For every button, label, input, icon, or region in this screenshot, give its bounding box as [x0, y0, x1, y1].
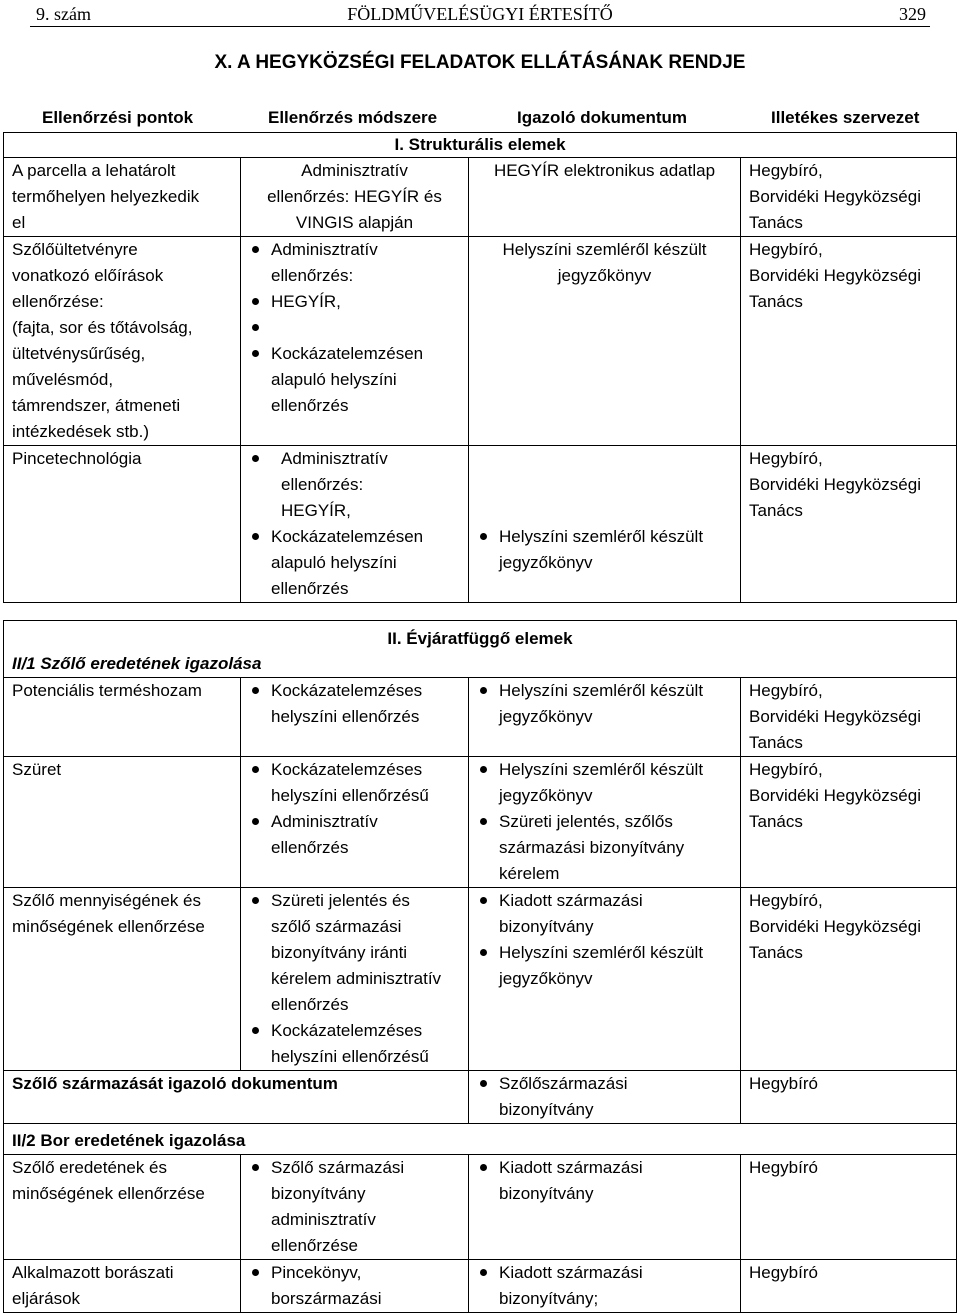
method-cell [241, 1155, 469, 1260]
organization-cell: Hegybíró, Borvidéki Hegyközségi Tanács [741, 678, 957, 757]
check-point-cell: Potenciális terméshozam [4, 678, 241, 757]
check-point-cell: Szőlőültetvényre vonatkozó előírások ellenőrzése: (fajta, sor és tőtávolság, ültetvénysűrűség, művelésmód, támrendszer, átmeneti intézkedések stb.) [4, 237, 241, 446]
organization-cell: Hegybíró, Borvidéki Hegyközségi Tanács [741, 888, 957, 1071]
method-cell [241, 678, 469, 757]
section-title: I. Strukturális elemek [4, 133, 957, 158]
method-list [249, 446, 460, 602]
organization-cell: Hegybíró, Borvidéki Hegyközségi Tanács [741, 446, 957, 603]
vintage-elements-table [3, 620, 957, 1313]
organization-cell: Hegybíró [741, 1155, 957, 1260]
check-point-cell: Szüret [4, 757, 241, 888]
check-point-cell: Alkalmazott borászati eljárások [4, 1260, 241, 1313]
check-point-cell: Szőlő eredetének és minőségének ellenőrzése [4, 1155, 241, 1260]
table-row [4, 1260, 957, 1313]
document-cell [469, 446, 741, 603]
list-item: Kockázatelemzéses helyszíni ellenőrzésű [249, 757, 460, 809]
document-cell [469, 1155, 741, 1260]
column-header-method: Ellenőrzés módszere [268, 108, 438, 127]
list-item: Kockázatelemzéses helyszíni ellenőrzés [249, 678, 460, 730]
list-item: Szüreti jelentés és szőlő származási bizonyítvány iránti kérelem adminisztratív ellenőrzés [249, 888, 460, 1018]
document-cell [469, 1071, 741, 1124]
method-list [249, 237, 460, 419]
list-item: Adminisztratív ellenőrzés: HEGYÍR, [249, 446, 460, 524]
list-item: HEGYÍR, [249, 289, 460, 315]
structural-elements-table [3, 132, 957, 603]
list-item: Kiadott származási bizonyítvány; [477, 1260, 732, 1312]
table-row [4, 446, 957, 603]
spacer [249, 315, 460, 341]
list-item: Kockázatelemzéses helyszíni ellenőrzésű [249, 1018, 460, 1070]
list-item: Szüreti jelentés, szőlős származási bizonyítvány kérelem [477, 809, 732, 887]
column-header-document: Igazoló dokumentum [517, 108, 687, 127]
column-header-points: Ellenőrzési pontok [42, 108, 194, 127]
list-item: Kockázatelemzésen alapuló helyszíni ellenőrzés [249, 341, 460, 419]
document-cell [469, 678, 741, 757]
list-item: Kiadott származási bizonyítvány [477, 888, 732, 940]
subsection-title: II/1 Szőlő eredetének igazolása [4, 651, 957, 678]
running-head [30, 4, 930, 27]
document-cell [469, 888, 741, 1071]
method-cell [241, 446, 469, 603]
list-item: Adminisztratív ellenőrzés [249, 809, 460, 861]
organization-cell: Hegybíró, Borvidéki Hegyközségi Tanács [741, 757, 957, 888]
list-item: Pincekönyv, borszármazási [249, 1260, 460, 1312]
list-item: Szőlő származási bizonyítvány adminisztratív ellenőrzése [249, 1155, 460, 1259]
method-cell [241, 888, 469, 1071]
column-header-organization: Illetékes szervezet [771, 108, 920, 127]
list-item: Kiadott származási bizonyítvány [477, 1155, 732, 1207]
list-item: Adminisztratív ellenőrzés: [249, 237, 460, 289]
document-list [477, 524, 732, 576]
method-cell [241, 1260, 469, 1313]
method-cell [241, 757, 469, 888]
table-row [4, 888, 957, 1071]
chapter-title: X. A HEGYKÖZSÉGI FELADATOK ELLÁTÁSÁNAK RENDJE [214, 52, 746, 73]
column-headers [3, 108, 957, 130]
check-point-cell: Szőlő mennyiségének és minőségének ellenőrzése [4, 888, 241, 1071]
method-cell: Adminisztratív ellenőrzés: HEGYÍR és VINGIS alapján [241, 158, 469, 237]
check-point-cell: A parcella a lehatárolt termőhelyen helyezkedik el [4, 158, 241, 237]
document-cell: HEGYÍR elektronikus adatlap [469, 158, 741, 237]
list-item: Helyszíni szemléről készült jegyzőkönyv [477, 940, 732, 992]
list-item: Helyszíni szemléről készült jegyzőkönyv [477, 757, 732, 809]
organization-cell: Hegybíró, Borvidéki Hegyközségi Tanács [741, 237, 957, 446]
table-row [4, 237, 957, 446]
table-row [4, 757, 957, 888]
document-cell [469, 1260, 741, 1313]
method-cell [241, 237, 469, 446]
list-item: Helyszíni szemléről készült jegyzőkönyv [477, 678, 732, 730]
list-item: Kockázatelemzésen alapuló helyszíni ellenőrzés [249, 524, 460, 602]
organization-cell: Hegybíró [741, 1260, 957, 1313]
organization-cell: Hegybíró [741, 1071, 957, 1124]
subsection-title: II/2 Bor eredetének igazolása [4, 1124, 957, 1155]
table-row [4, 1155, 957, 1260]
check-point-cell: Pincetechnológia [4, 446, 241, 603]
table-row [4, 678, 957, 757]
organization-cell: Hegybíró, Borvidéki Hegyközségi Tanács [741, 158, 957, 237]
document-row-label: Szőlő származását igazoló dokumentum [4, 1071, 469, 1124]
list-item: Helyszíni szemléről készült jegyzőkönyv [477, 524, 732, 576]
issue-number: 9. szám [36, 4, 91, 24]
document-cell: Helyszíni szemléről készült jegyzőkönyv [469, 237, 741, 446]
table-row [4, 1071, 957, 1124]
document-cell [469, 757, 741, 888]
page-number: 329 [899, 4, 926, 24]
table-row [4, 158, 957, 237]
section-title: II. Évjáratfüggő elemek [387, 629, 573, 648]
publication-title: FÖLDMŰVELÉSÜGYI ÉRTESÍTŐ [347, 4, 613, 24]
list-item: Szőlőszármazási bizonyítvány [477, 1071, 732, 1123]
